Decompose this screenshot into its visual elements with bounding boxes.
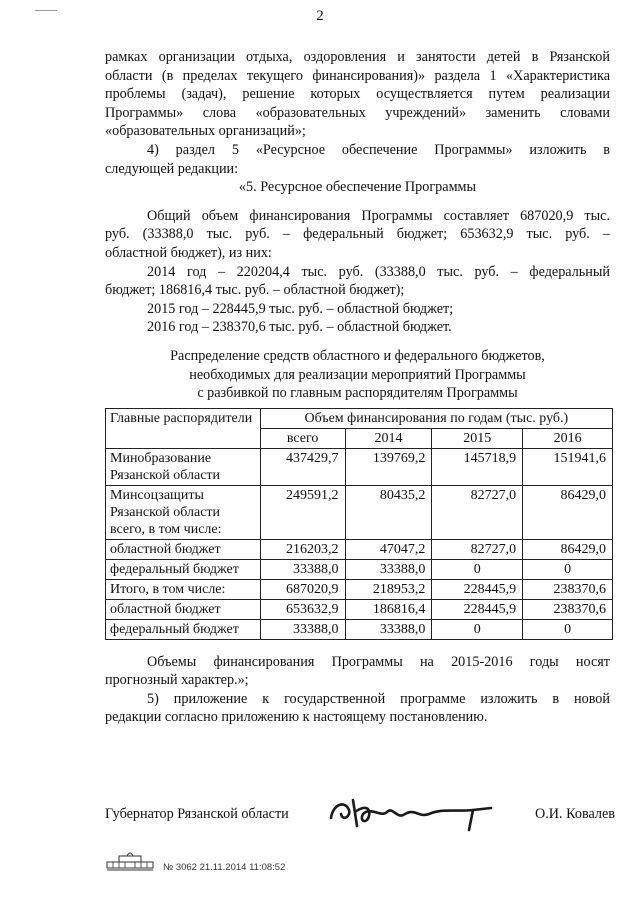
cell-value: 33388,0 (260, 559, 345, 579)
paragraph-line: 5) приложение к государственной программе изложить в новой (147, 690, 610, 707)
cell-value: 82727,0 (432, 485, 523, 539)
cell-value: 437429,7 (260, 448, 345, 485)
row-label: Минобразование Рязанской области (106, 448, 261, 485)
document-body (105, 48, 610, 727)
paragraph-line: 2015 год – 228445,9 тыс. руб. – областной бюджет; (147, 300, 454, 317)
signatory-name: О.И. Ковалев (535, 806, 615, 822)
paragraph-line: «образовательных организаций»; (105, 123, 306, 140)
col-header: всего (260, 428, 345, 448)
row-label: областной бюджет (106, 599, 261, 619)
page-number: 2 (316, 8, 324, 24)
cell-value: 0 (432, 559, 523, 579)
paragraph-line: Программы» слова «образовательных учреждений» заменить словами (105, 104, 610, 121)
cell-value: 139769,2 (345, 448, 432, 485)
handwritten-signature (323, 792, 503, 836)
signatory-position: Губернатор Рязанской области (105, 806, 289, 822)
cell-value: 687020,9 (260, 579, 345, 599)
row-label: федеральный бюджет (106, 559, 261, 579)
table-row (106, 539, 613, 559)
cell-value: 33388,0 (260, 619, 345, 639)
paragraph-line: 4) раздел 5 «Ресурсное обеспечение Программы» изложить в (147, 141, 610, 158)
table-caption: Распределение средств областного и федерального бюджетов, (170, 347, 545, 364)
cell-value: 238370,6 (523, 579, 613, 599)
cell-value: 0 (432, 619, 523, 639)
paragraph-line: 2016 год – 238370,6 тыс. руб. – областной бюджет. (147, 319, 452, 336)
cell-value: 186816,4 (345, 599, 432, 619)
paragraph-line: областной бюджет), из них: (105, 244, 272, 261)
header-distributors: Главные распорядители (106, 408, 261, 448)
col-header: 2016 (523, 428, 613, 448)
header-financing: Объем финансирования по годам (тыс. руб.) (260, 408, 612, 428)
cell-value: 218953,2 (345, 579, 432, 599)
table-row (106, 448, 613, 485)
table-caption: необходимых для реализации мероприятий Программы (189, 366, 526, 383)
table-row (106, 599, 613, 619)
cell-value: 238370,6 (523, 599, 613, 619)
row-label: федеральный бюджет (106, 619, 261, 639)
paragraph-line: проблемы (задач), решение которых осуществляется путем реализации (105, 86, 610, 103)
financing-table (105, 408, 613, 640)
table-row (106, 619, 613, 639)
paragraph-line: области (в пределах текущего финансирования)» раздела 1 «Характеристика (105, 67, 610, 84)
table-row (106, 579, 613, 599)
paragraph-line: следующей редакции: (105, 160, 239, 177)
cell-value: 47047,2 (345, 539, 432, 559)
table-row (106, 485, 613, 539)
cell-value: 82727,0 (432, 539, 523, 559)
cell-value: 228445,9 (432, 579, 523, 599)
paragraph-line: редакции согласно приложению к настоящему постановлению. (105, 709, 488, 726)
paragraph-line: руб. (33388,0 тыс. руб. – федеральный бюджет; 653632,9 тыс. руб. – (105, 226, 610, 243)
paragraph-line: Объемы финансирования Программы на 2015-2016 годы носят (147, 653, 610, 670)
cell-value: 145718,9 (432, 448, 523, 485)
paragraph-line: бюджет; 186816,4 тыс. руб. – областной бюджет); (105, 282, 405, 299)
table-row (106, 559, 613, 579)
cell-value: 86429,0 (523, 485, 613, 539)
section-title: «5. Ресурсное обеспечение Программы (238, 179, 477, 196)
cell-value: 151941,6 (523, 448, 613, 485)
cell-value: 653632,9 (260, 599, 345, 619)
paragraph-line: 2014 год – 220204,4 тыс. руб. (33388,0 тыс. руб. – федеральный (147, 263, 610, 280)
cell-value: 0 (523, 559, 613, 579)
cell-value: 216203,2 (260, 539, 345, 559)
cell-value: 33388,0 (345, 619, 432, 639)
cell-value: 86429,0 (523, 539, 613, 559)
paragraph-line: Общий объем финансирования Программы составляет 687020,9 тыс. (147, 207, 610, 224)
document-registration-meta: № 3062 21.11.2014 11:08:52 (163, 862, 286, 873)
col-header: 2014 (345, 428, 432, 448)
cell-value: 228445,9 (432, 599, 523, 619)
row-label: областной бюджет (106, 539, 261, 559)
table-caption: с разбивкой по главным распорядителям Программы (197, 385, 518, 402)
row-label: Минсоцзащиты Рязанской области всего, в том числе: (106, 485, 261, 539)
paragraph-line: рамках организации отдыха, оздоровления и занятости детей в Рязанской (105, 49, 610, 65)
cell-value: 249591,2 (260, 485, 345, 539)
cell-value: 33388,0 (345, 559, 432, 579)
paragraph-line: прогнозный характер.»; (105, 672, 249, 689)
cell-value: 0 (523, 619, 613, 639)
building-logo-icon (105, 850, 155, 872)
row-label: Итого, в том числе: (106, 579, 261, 599)
cell-value: 80435,2 (345, 485, 432, 539)
col-header: 2015 (432, 428, 523, 448)
